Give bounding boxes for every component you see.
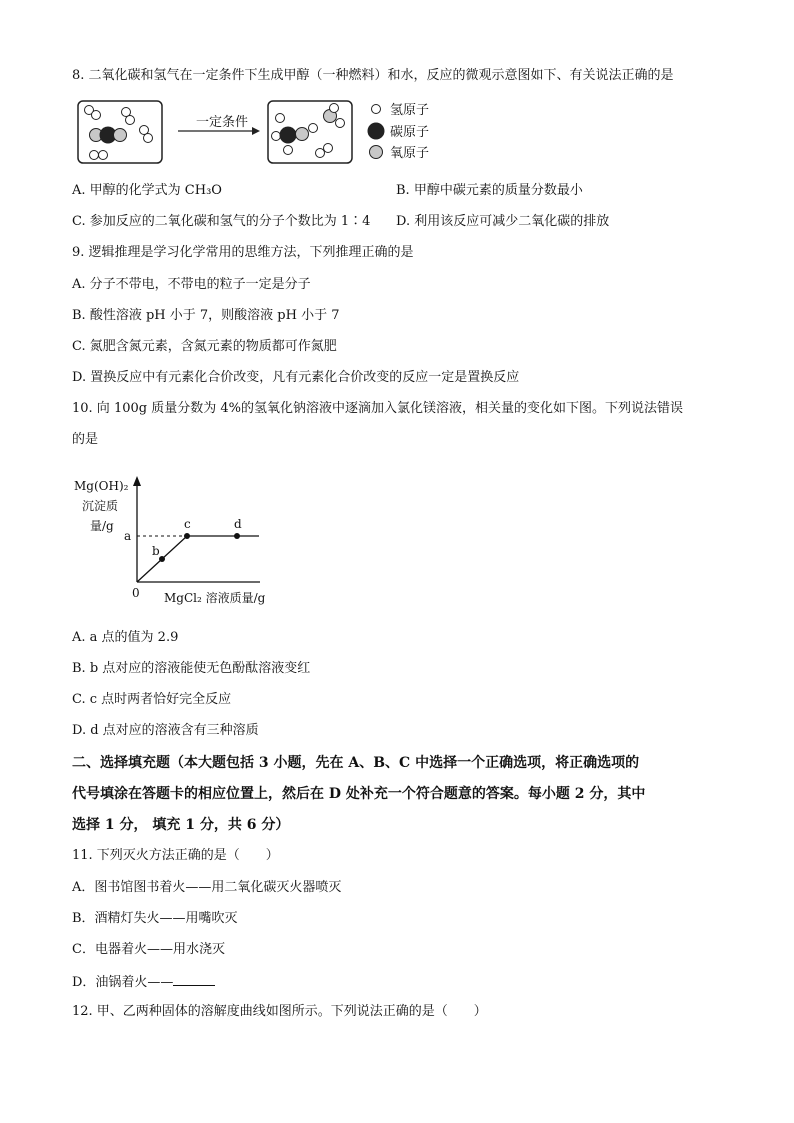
chart-ylabel-line2: 沉淀质	[82, 499, 119, 513]
q11-option-a: A．图书馆图书着火——用二氧化碳灭火器喷灭	[72, 880, 342, 895]
q10-stem-line1: 10. 向 100g 质量分数为 4%的氢氧化钠溶液中逐滴加入氯化镁溶液，相关量的变化如下图。下列说法错误	[72, 401, 683, 416]
chart-point-b	[159, 556, 165, 562]
arrow-head	[252, 127, 260, 135]
section2-line3: 选择 1 分， 填充 1 分，共 6 分）	[72, 817, 290, 833]
q9-stem: 9. 逻辑推理是学习化学常用的思维方法，下列推理正确的是	[72, 245, 414, 260]
q8-option-b: B. 甲醇中碳元素的质量分数最小	[396, 183, 583, 198]
chart-a-label: a	[124, 529, 132, 543]
legend-carbon: 碳原子	[390, 125, 430, 140]
q8-option-c: C. 参加反应的二氧化碳和氢气的分子个数比为 1∶4	[72, 214, 371, 229]
q10-option-b: B. b 点对应的溶液能使无色酚酞溶液变红	[72, 661, 311, 676]
legend-hydrogen: 氢原子	[390, 103, 430, 118]
chart-ylabel-line3: 量/g	[90, 519, 114, 533]
q10-option-a: A. a 点的值为 2.9	[72, 630, 179, 645]
q12-stem: 12. 甲、乙两种固体的溶解度曲线如图所示。下列说法正确的是（ ）	[72, 1004, 487, 1019]
q11-option-b: B．酒精灯失火——用嘴吹灭	[72, 911, 238, 926]
q11-option-d: D．油锅着火——	[72, 975, 174, 990]
q8-option-d: D. 利用该反应可减少二氧化碳的排放	[396, 214, 610, 229]
q8-option-a: A. 甲醇的化学式为 CH₃O	[72, 183, 222, 198]
section2-line1: 二、选择填充题（本大题包括 3 小题，先在 A、B、C 中选择一个正确选项，将正确选项的	[72, 755, 640, 771]
chart-point-label-c: c	[184, 517, 191, 531]
q10-option-d: D. d 点对应的溶液含有三种溶质	[72, 723, 259, 738]
oxygen-atom-icon	[370, 146, 383, 159]
arrow-label: 一定条件	[196, 115, 249, 130]
chart-origin-label: 0	[132, 586, 140, 600]
atom-legend	[368, 103, 429, 161]
chart-point-c	[184, 533, 190, 539]
chart-y-axis-arrow	[133, 476, 141, 486]
q11-option-c: C．电器着火——用水浇灭	[72, 942, 225, 957]
q11-option-d-row	[72, 971, 215, 993]
section2-line2: 代号填涂在答题卡的相应位置上，然后在 D 处补充一个符合题意的答案。每小题 2 分，其中	[72, 786, 646, 802]
product-molecules	[272, 104, 345, 158]
chart-point-label-b: b	[152, 544, 160, 558]
q9-option-d: D. 置换反应中有元素化合价改变，凡有元素化合价改变的反应一定是置换反应	[72, 370, 520, 385]
hydrogen-atom-icon	[372, 105, 381, 114]
reactant-molecules	[85, 106, 153, 160]
carbon-atom-icon	[368, 123, 384, 139]
q10-precipitate-chart	[72, 472, 312, 612]
chart-series-line	[137, 536, 259, 582]
q11-stem: 11. 下列灭火方法正确的是（ ）	[72, 848, 279, 863]
chart-point-d	[234, 533, 240, 539]
q8-reaction-diagram	[72, 98, 492, 168]
legend-oxygen: 氧原子	[390, 146, 430, 161]
q10-option-c: C. c 点时两者恰好完全反应	[72, 692, 232, 707]
q11-answer-blank[interactable]	[173, 971, 215, 986]
chart-point-label-d: d	[234, 517, 242, 531]
chart-xlabel: MgCl₂ 溶液质量/g	[164, 591, 266, 605]
q9-option-b: B. 酸性溶液 pH 小于 7，则酸溶液 pH 小于 7	[72, 308, 340, 323]
q9-option-c: C. 氮肥含氮元素，含氮元素的物质都可作氮肥	[72, 339, 337, 354]
q8-stem: 8. 二氧化碳和氢气在一定条件下生成甲醇（一种燃料）和水，反应的微观示意图如下、有关说法正确的是	[72, 68, 674, 83]
q10-stem-line2: 的是	[72, 432, 99, 447]
chart-ylabel-line1: Mg(OH)₂	[74, 479, 129, 493]
q9-option-a: A. 分子不带电，不带电的粒子一定是分子	[72, 277, 311, 292]
